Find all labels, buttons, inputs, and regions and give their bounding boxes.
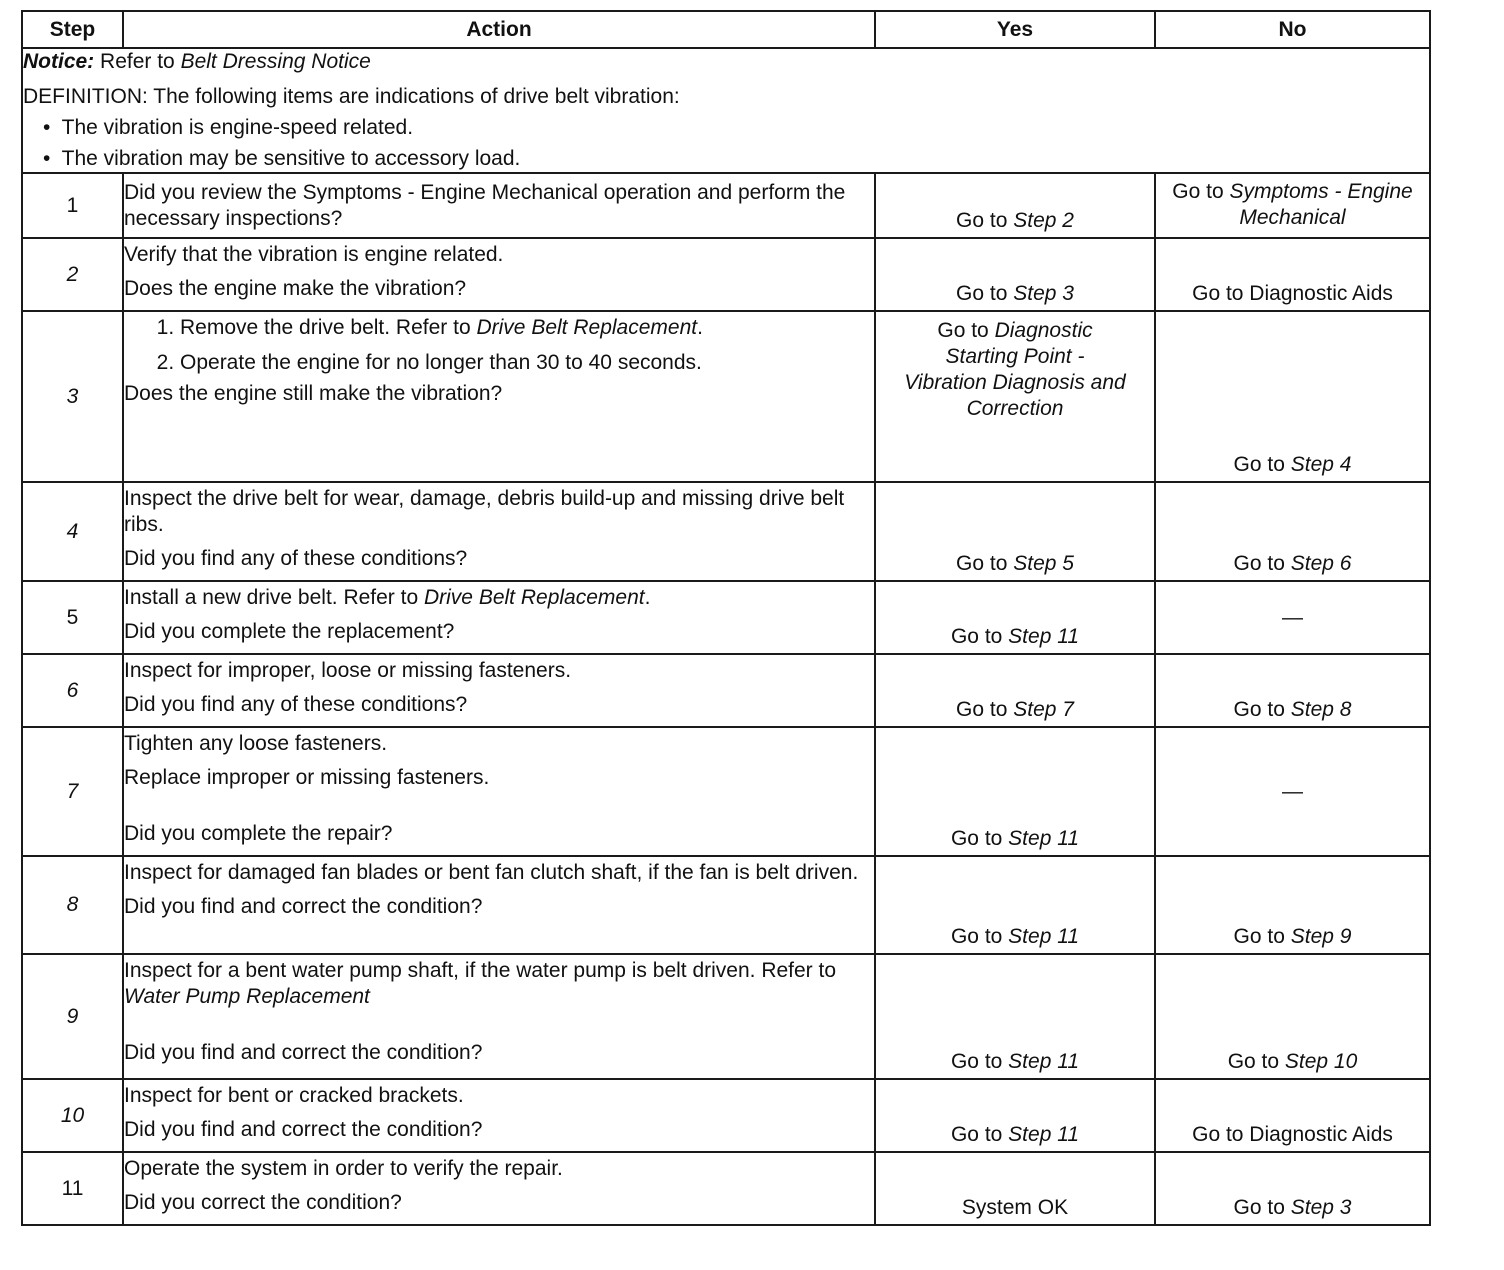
yes-text: Go to: [956, 552, 1014, 575]
step-number: 11: [22, 1152, 123, 1225]
action-question: Did you complete the replacement?: [124, 620, 455, 643]
yes-text: Go to: [956, 698, 1014, 721]
no-text: Go to: [1233, 552, 1291, 575]
no-cell[interactable]: [1155, 482, 1430, 581]
action-question: Did you find and correct the condition?: [124, 1118, 483, 1141]
action-text: Did you review the Symptoms - Engine Mechanical operation and perform the necessary inspections?: [124, 181, 846, 230]
header-action: Action: [123, 11, 875, 48]
action-text: Operate the engine for no longer than 30 to 40 seconds.: [180, 351, 702, 374]
action-cell: [123, 581, 875, 654]
action-question: Did you find any of these conditions?: [124, 547, 468, 570]
bullet-text: The vibration is engine-speed related.: [61, 116, 414, 139]
action-question: Does the engine make the vibration?: [124, 277, 467, 300]
action-cell: [123, 311, 875, 482]
yes-link[interactable]: Step 11: [1008, 1050, 1080, 1073]
step-number: 3: [22, 311, 123, 482]
yes-text: Go to: [956, 282, 1014, 305]
no-text: Go to: [1172, 180, 1230, 203]
table-row: [22, 581, 1430, 654]
action-question: Did you correct the condition?: [124, 1191, 402, 1214]
action-list-item: [180, 350, 874, 376]
yes-text: Go to: [950, 625, 1009, 648]
no-link[interactable]: Step 9: [1290, 925, 1352, 948]
no-link[interactable]: Step 8: [1290, 698, 1352, 721]
step-number: 9: [22, 954, 123, 1079]
notice-ref-link[interactable]: Belt Dressing Notice: [180, 50, 371, 73]
no-cell: [1155, 581, 1430, 654]
yes-link[interactable]: Step 3: [1013, 282, 1074, 305]
yes-cell[interactable]: [875, 173, 1155, 238]
table-row: [22, 1152, 1430, 1225]
action-cell: [123, 482, 875, 581]
yes-text: Go to: [950, 925, 1009, 948]
action-cell: [123, 238, 875, 311]
no-cell[interactable]: [1155, 954, 1430, 1079]
action-question: Does the engine still make the vibration?: [124, 382, 503, 405]
notice-row: [22, 48, 1430, 173]
no-link[interactable]: Go to Diagnostic Aids: [1192, 1123, 1393, 1146]
action-text: .: [644, 586, 651, 609]
yes-cell[interactable]: [875, 856, 1155, 954]
yes-link[interactable]: Step 11: [1008, 827, 1080, 850]
action-cell: [123, 1152, 875, 1225]
no-dash: —: [1282, 605, 1303, 629]
yes-cell[interactable]: [875, 238, 1155, 311]
action-text: .: [697, 316, 703, 339]
action-text: Replace improper or missing fasteners.: [124, 766, 490, 789]
action-ref-link[interactable]: Drive Belt Replacement: [476, 316, 698, 339]
action-text: Inspect for a bent water pump shaft, if the water pump is belt driven. Refer to: [124, 959, 837, 982]
definition-text: DEFINITION: The following items are indications of drive belt vibration:: [23, 85, 680, 108]
no-link[interactable]: Symptoms - Engine Mechanical: [1229, 180, 1413, 229]
action-question: Did you find any of these conditions?: [124, 693, 468, 716]
yes-cell: [875, 1152, 1155, 1225]
step-number: 7: [22, 727, 123, 856]
no-text: Go to: [1233, 698, 1291, 721]
action-text: Install a new drive belt. Refer to: [124, 586, 424, 609]
notice-label: Notice:: [23, 50, 95, 73]
no-cell[interactable]: [1155, 311, 1430, 482]
definition-bullet: • The vibration is engine-speed related.: [43, 116, 414, 139]
step-number: 6: [22, 654, 123, 727]
table-row: [22, 482, 1430, 581]
action-cell: [123, 856, 875, 954]
action-text: Operate the system in order to verify the repair.: [124, 1157, 563, 1180]
no-cell[interactable]: [1155, 173, 1430, 238]
notice-text: Refer to: [94, 50, 181, 73]
step-number: 5: [22, 581, 123, 654]
yes-cell[interactable]: [875, 581, 1155, 654]
action-text: Inspect for bent or cracked brackets.: [124, 1084, 464, 1107]
yes-link[interactable]: Step 5: [1013, 552, 1074, 575]
action-text: Verify that the vibration is engine related.: [124, 243, 504, 266]
table-row: [22, 238, 1430, 311]
no-link[interactable]: Step 6: [1290, 552, 1352, 575]
action-cell: [123, 727, 875, 856]
yes-link[interactable]: Step 2: [1013, 209, 1074, 232]
bullet-text: The vibration may be sensitive to accessory load.: [61, 147, 521, 170]
header-row: [22, 11, 1430, 48]
table-row: [22, 1079, 1430, 1152]
action-ref-link[interactable]: Drive Belt Replacement: [423, 586, 645, 609]
action-text: Inspect for damaged fan blades or bent fan clutch shaft, if the fan is belt driven.: [124, 861, 859, 884]
action-cell: [123, 1079, 875, 1152]
no-cell: [1155, 727, 1430, 856]
step-number: 1: [22, 173, 123, 238]
diagnostic-table: [21, 10, 1431, 1226]
table-row: [22, 954, 1430, 1079]
yes-link[interactable]: Diagnostic Starting Point - Vibration Diagnosis and Correction: [904, 319, 1126, 420]
action-question: Did you complete the repair?: [124, 822, 393, 845]
yes-link[interactable]: Step 11: [1008, 625, 1080, 648]
action-list-item: [180, 315, 874, 341]
action-question: Did you find and correct the condition?: [124, 1041, 483, 1064]
no-cell[interactable]: [1155, 1079, 1430, 1152]
yes-link[interactable]: Step 7: [1013, 698, 1074, 721]
action-question: Did you find and correct the condition?: [124, 895, 483, 918]
definition-bullet: • The vibration may be sensitive to accessory load.: [43, 147, 521, 170]
yes-text: Go to: [956, 209, 1014, 232]
no-cell[interactable]: [1155, 1152, 1430, 1225]
header-yes: Yes: [875, 11, 1155, 48]
action-cell: [123, 173, 875, 238]
yes-link[interactable]: Step 11: [1008, 1123, 1080, 1146]
no-link[interactable]: Step 10: [1284, 1050, 1358, 1073]
action-text: Inspect for improper, loose or missing fasteners.: [124, 659, 572, 682]
yes-text: Go to: [950, 827, 1009, 850]
yes-cell[interactable]: [875, 311, 1155, 482]
step-number: 8: [22, 856, 123, 954]
yes-cell[interactable]: [875, 727, 1155, 856]
table-row: [22, 856, 1430, 954]
no-text: Go to: [1233, 1196, 1291, 1219]
step-number: 2: [22, 238, 123, 311]
yes-link[interactable]: Step 11: [1008, 925, 1080, 948]
action-cell: [123, 954, 875, 1079]
yes-cell[interactable]: [875, 482, 1155, 581]
no-text: Go to: [1233, 453, 1291, 476]
action-ref-link[interactable]: Water Pump Replacement: [124, 985, 370, 1008]
action-text: Inspect the drive belt for wear, damage, debris build-up and missing drive belt ribs.: [124, 487, 845, 536]
step-number: 10: [22, 1079, 123, 1152]
step-number: 4: [22, 482, 123, 581]
yes-text: Go to: [937, 319, 995, 342]
yes-cell[interactable]: [875, 954, 1155, 1079]
table-row: [22, 654, 1430, 727]
notice-cell: [22, 48, 1430, 173]
yes-text: Go to: [950, 1050, 1009, 1073]
table-row: [22, 311, 1430, 482]
action-text: Tighten any loose fasteners.: [124, 732, 388, 755]
table-row: [22, 727, 1430, 856]
yes-text: Go to: [950, 1123, 1009, 1146]
header-step: Step: [22, 11, 123, 48]
no-dash: —: [1282, 779, 1303, 803]
yes-cell[interactable]: [875, 654, 1155, 727]
no-link[interactable]: Step 4: [1290, 453, 1352, 476]
no-cell[interactable]: [1155, 856, 1430, 954]
no-text: Go to: [1227, 1050, 1285, 1073]
no-cell[interactable]: [1155, 654, 1430, 727]
no-cell[interactable]: [1155, 238, 1430, 311]
no-link[interactable]: Step 3: [1290, 1196, 1352, 1219]
header-no: No: [1155, 11, 1430, 48]
no-link[interactable]: Go to Diagnostic Aids: [1192, 282, 1393, 305]
table-row: [22, 173, 1430, 238]
action-cell: [123, 654, 875, 727]
action-text: Remove the drive belt. Refer to: [180, 316, 477, 339]
no-text: Go to: [1233, 925, 1291, 948]
yes-cell[interactable]: [875, 1079, 1155, 1152]
yes-text: System OK: [961, 1196, 1069, 1219]
